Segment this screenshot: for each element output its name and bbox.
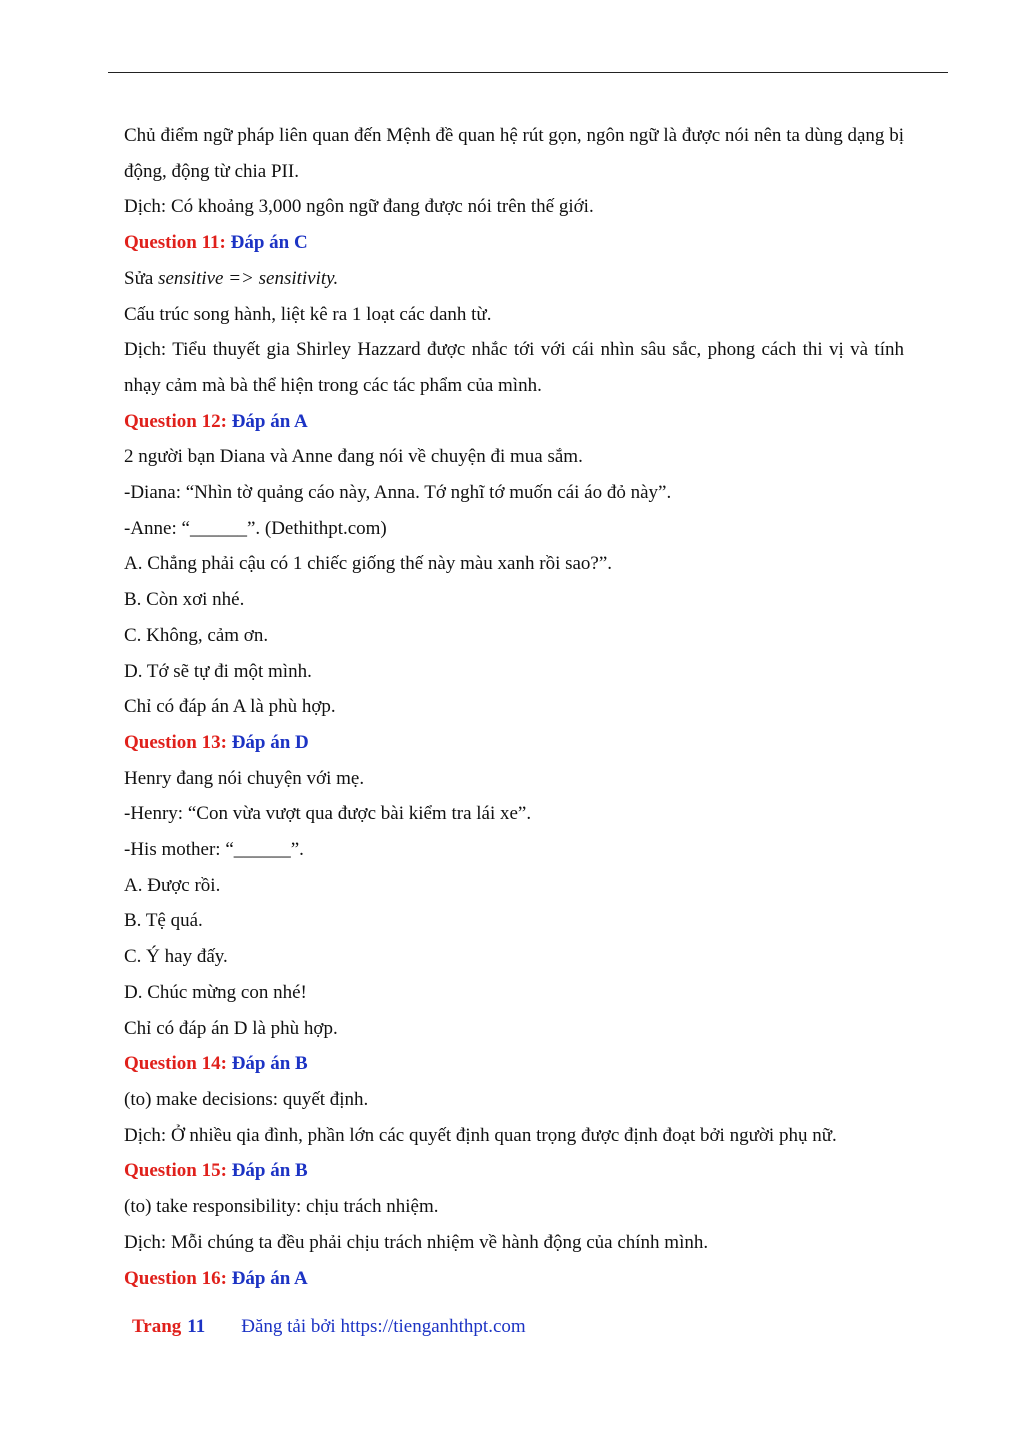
q11-correction (124, 261, 904, 297)
question-label: Question 15: (124, 1160, 227, 1182)
q12-option-d: D. Tớ sẽ tự đi một mình. (124, 660, 312, 682)
q13-option-a: A. Được rồi. (124, 874, 221, 896)
question-16-heading (124, 1261, 904, 1297)
q12-conclusion: Chỉ có đáp án A là phù hợp. (124, 696, 336, 718)
question-label: Question 13: (124, 731, 227, 753)
header-rule (108, 72, 948, 73)
page-label: Trang (132, 1316, 182, 1337)
q13-context: Henry đang nói chuyện với mẹ. (124, 767, 365, 789)
answer-label: Đáp án A (231, 410, 308, 432)
q13-option-b: B. Tệ quá. (124, 910, 203, 932)
question-label: Question 16: (124, 1267, 227, 1289)
question-13-heading (124, 725, 904, 761)
correction-prefix: Sửa (124, 267, 159, 289)
q13-option-c: C. Ý hay đấy. (124, 946, 228, 968)
document-body (124, 118, 904, 1296)
question-15-heading (124, 1153, 904, 1189)
q11-explanation: Cấu trúc song hành, liệt kê ra 1 loạt các danh từ. (124, 303, 492, 325)
page-footer (132, 1316, 526, 1338)
page-number: 11 (187, 1316, 206, 1337)
q14-vocabulary: (to) make decisions: quyết định. (124, 1088, 369, 1110)
q14-translation: Dịch: Ở nhiều qia đình, phần lớn các quyết định quan trọng được định đoạt bởi người phụ nữ. (124, 1124, 837, 1146)
question-14-heading (124, 1046, 904, 1082)
question-label: Question 11: (124, 232, 226, 254)
q12-dialogue-diana: -Diana: “Nhìn tờ quảng cáo này, Anna. Tớ nghĩ tớ muốn cái áo đỏ này”. (124, 482, 672, 504)
answer-label: Đáp án B (231, 1053, 308, 1075)
answer-label: Đáp án D (231, 731, 309, 753)
question-label: Question 14: (124, 1053, 227, 1075)
answer-label: Đáp án A (231, 1267, 308, 1289)
q15-translation: Dịch: Mỗi chúng ta đều phải chịu trách nhiệm về hành động của chính mình. (124, 1231, 709, 1253)
q12-option-a: A. Chẳng phải cậu có 1 chiếc giống thế này màu xanh rồi sao?”. (124, 553, 613, 575)
q12-context: 2 người bạn Diana và Anne đang nói về chuyện đi mua sắm. (124, 446, 583, 468)
footer-credit-link[interactable]: Đăng tải bởi https://tienganhthpt.com (241, 1316, 526, 1337)
q12-option-c: C. Không, cảm ơn. (124, 624, 269, 646)
answer-label: Đáp án B (231, 1160, 308, 1182)
q13-dialogue-mother: -His mother: “______”. (124, 839, 304, 861)
q12-option-b: B. Còn xơi nhé. (124, 589, 245, 611)
q13-dialogue-henry: -Henry: “Con vừa vượt qua được bài kiểm tra lái xe”. (124, 803, 532, 825)
paragraph-translation: Dịch: Có khoảng 3,000 ngôn ngữ đang được nói trên thế giới. (124, 196, 594, 218)
q13-option-d: D. Chúc mừng con nhé! (124, 981, 307, 1003)
paragraph-grammar-note: Chủ điểm ngữ pháp liên quan đến Mệnh đề quan hệ rút gọn, ngôn ngữ là được nói nên ta dùng dạng bị động, động từ chia PII. (124, 125, 904, 182)
answer-label: Đáp án C (230, 232, 308, 254)
q13-conclusion: Chỉ có đáp án D là phù hợp. (124, 1017, 338, 1039)
question-12-heading (124, 404, 904, 440)
question-11-heading (124, 225, 904, 261)
correction-value: sensitive => sensitivity. (158, 267, 339, 289)
question-label: Question 12: (124, 410, 227, 432)
q15-vocabulary: (to) take responsibility: chịu trách nhiệm. (124, 1196, 439, 1218)
q12-dialogue-anne: -Anne: “______”. (Dethithpt.com) (124, 517, 387, 539)
q11-translation: Dịch: Tiểu thuyết gia Shirley Hazzard được nhắc tới với cái nhìn sâu sắc, phong cách thi vị và tính nhạy cảm mà bà thể hiện trong các tác phẩm của mình. (124, 339, 904, 396)
